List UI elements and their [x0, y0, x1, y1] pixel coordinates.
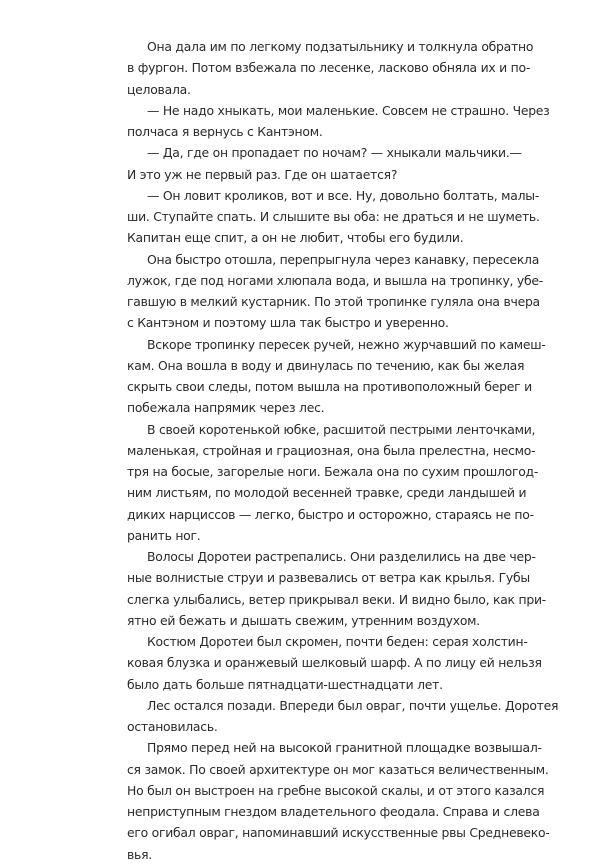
- paragraph: [127, 36, 534, 100]
- paragraph: [127, 695, 559, 738]
- text-line: остановилась.: [127, 719, 218, 734]
- text-line: неприступным гнездом владетельного феодала. Справа и слева: [127, 804, 540, 819]
- text-line: Но был он выстроен на гребне высокой скалы, и от этого казался: [127, 782, 545, 798]
- text-line: ятно ей бежать и дышать свежим, утренним воздухом.: [127, 612, 480, 628]
- paragraph: [127, 185, 540, 249]
- text-line: ные волнистые струи и развевались от ветра как крылья. Губы: [127, 570, 530, 586]
- text-line: ним листьям, по молодой весенней травке, среди ландышей и: [127, 485, 527, 501]
- text-line: ранить ног.: [127, 527, 201, 543]
- paragraph: [127, 631, 542, 695]
- text-line: слегка улыбались, ветер прикрывал веки. И видно было, как при-: [127, 591, 546, 607]
- text-line: вья.: [127, 846, 152, 862]
- text-line: лужок, где под ногами хлюпала вода, и вышла на тропинку, убе-: [127, 272, 543, 288]
- text-line: ся замок. По своей архитектуре он мог казаться величественным.: [127, 761, 549, 777]
- text-line: И это уж не первый раз. Где он шатается?: [127, 166, 398, 182]
- text-line: его огибал овраг, напоминавший искусственные рвы Средневеко-: [127, 825, 550, 841]
- paragraph: [127, 737, 550, 865]
- paragraph: [127, 419, 539, 547]
- text-line: побежала напрямик через лес.: [127, 400, 325, 416]
- text-line: гавшую в мелкий кустарник. По этой тропинке гуляла она вчера: [127, 294, 540, 309]
- text-line: кам. Она вошла в воду и двинулась по течению, как бы желая: [127, 357, 525, 373]
- paragraph: [127, 546, 546, 631]
- paragraph: [127, 249, 543, 334]
- text-line: В своей коротенькой юбке, расшитой пестрыми ленточками,: [147, 421, 536, 437]
- text-line: тря на босые, загорелые ноги. Бежала она по сухим прошлогод-: [127, 464, 539, 479]
- text-line: в фургон. Потом взбежала по лесенке, ласково обняла их и по-: [127, 60, 531, 76]
- text-line: Она дала им по легкому подзатыльнику и толкнула обратно: [147, 39, 534, 54]
- paragraph: [127, 334, 546, 419]
- text-line: Волосы Доротеи растрепались. Они разделились на две чер-: [147, 549, 536, 564]
- text-line: Прямо перед ней на высокой гранитной площадке возвышал-: [147, 740, 542, 756]
- text-line: — Не надо хныкать, мои маленькие. Совсем не страшно. Через: [147, 102, 550, 118]
- text-line: Она быстро отошла, перепрыгнула через канавку, пересекла: [147, 251, 540, 267]
- text-line: ши. Ступайте спать. И слышите вы оба: не драться и не шуметь.: [127, 209, 540, 224]
- text-line: ковая блузка и оранжевый шелковый шарф. А по лицу ей нельзя: [127, 655, 542, 671]
- paragraph: [127, 100, 550, 143]
- book-page: [127, 36, 559, 865]
- text-line: целовала.: [127, 81, 191, 97]
- paragraph: [127, 142, 522, 185]
- text-line: Капитан еще спит, а он не любит, чтобы его будили.: [127, 230, 464, 246]
- text-line: было дать больше пятнадцати-шестнадцати лет.: [127, 676, 443, 692]
- text-line: Лес остался позади. Впереди был овраг, почти ущелье. Доротея: [147, 697, 559, 713]
- text-line: с Кантэном и поэтому шла так быстро и уверенно.: [127, 315, 449, 331]
- text-line: скрыть свои следы, потом вышла на противоположный берег и: [127, 379, 532, 394]
- text-line: — Он ловит кроликов, вот и все. Ну, довольно болтать, малы-: [147, 187, 540, 203]
- text-line: — Да, где он пропадает по ночам? — хныкали мальчики.—: [147, 145, 522, 161]
- text-line: Вскоре тропинку пересек ручей, нежно журчавший по камеш-: [147, 336, 546, 352]
- text-line: диких нарциссов — легко, быстро и осторожно, стараясь не по-: [127, 506, 534, 522]
- text-line: полчаса я вернусь с Кантэном.: [127, 124, 323, 139]
- text-line: маленькая, стройная и грациозная, она была прелестна, несмо-: [127, 442, 536, 458]
- text-line: Костюм Доротеи был скромен, почти беден: серая холстин-: [147, 634, 528, 649]
